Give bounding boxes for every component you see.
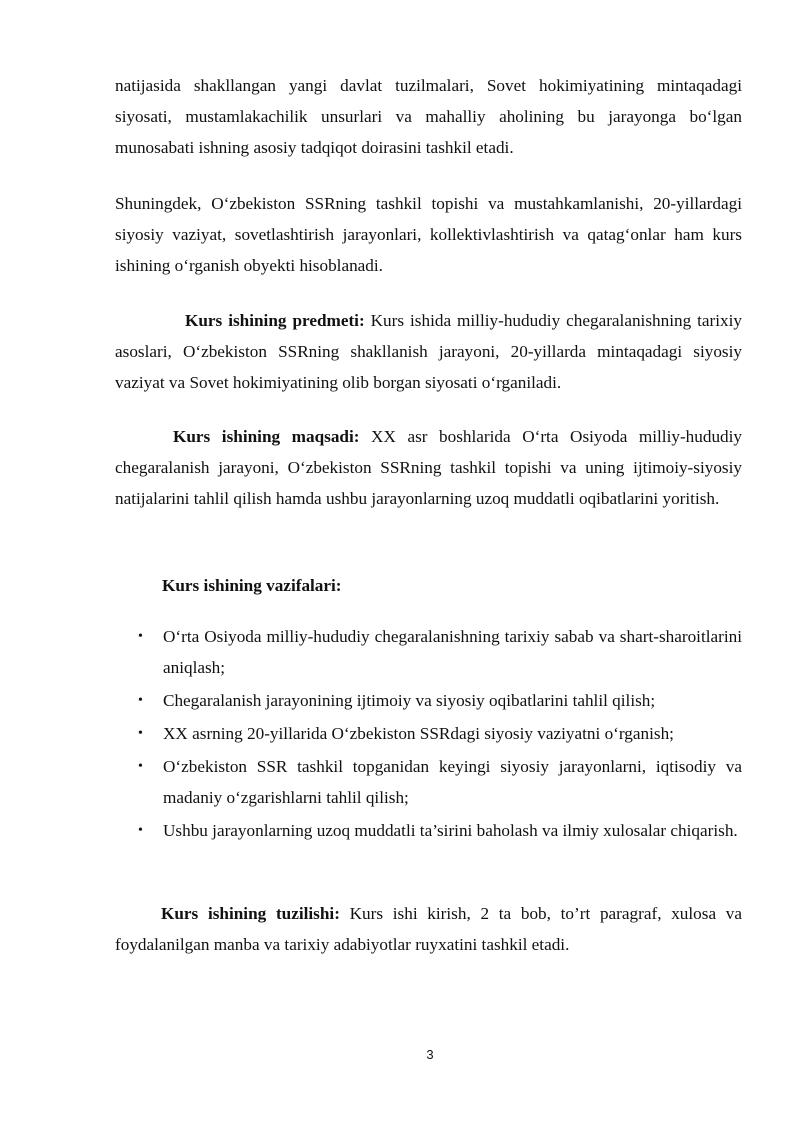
subject-label: Kurs ishining predmeti: bbox=[185, 311, 365, 330]
task-text: Oʻzbekiston SSR tashkil topganidan keyingi siyosiy jarayonlarni, iqtisodiy va madaniy oʻzgarishlarni tahlil qilish; bbox=[163, 757, 742, 807]
bullet-icon: • bbox=[138, 726, 143, 741]
structure-label: Kurs ishining tuzilishi: bbox=[161, 904, 340, 923]
structure-paragraph bbox=[115, 898, 742, 960]
subject-text: Kurs ishida milliy-hududiy chegaralanishning tarixiy asoslari, Oʻzbekiston SSRning shakllanish jarayoni, 20-yillarda mintaqadagi siyosiy vaziyat va Sovet hokimiyatining olib borgan siyosati oʻrganiladi. bbox=[115, 311, 742, 392]
subject-paragraph bbox=[115, 305, 742, 398]
list-item bbox=[115, 815, 742, 846]
list-item bbox=[115, 718, 742, 749]
list-item bbox=[115, 685, 742, 716]
task-text: Oʻrta Osiyoda milliy-hududiy chegaralanishning tarixiy sabab va shart-sharoitlarini aniqlash; bbox=[163, 627, 742, 677]
task-text: Ushbu jarayonlarning uzoq muddatli ta’sirini baholash va ilmiy xulosalar chiqarish. bbox=[163, 821, 738, 840]
intro-paragraph: natijasida shakllangan yangi davlat tuzilmalari, Sovet hokimiyatining mintaqadagi siyosati, mustamlakachilik unsurlari va mahalliy aholining bu jarayonga boʻlgan munosabati ishning asosiy tadqiqot doirasini tashkil etadi. bbox=[115, 76, 742, 157]
task-text: XX asrning 20-yillarida Oʻzbekiston SSRdagi siyosiy vaziyatni oʻrganish; bbox=[163, 724, 674, 743]
goal-paragraph bbox=[115, 421, 742, 514]
task-text: Chegaralanish jarayonining ijtimoiy va siyosiy oqibatlarini tahlil qilish; bbox=[163, 691, 656, 710]
bullet-icon: • bbox=[138, 693, 143, 708]
tasks-heading: Kurs ishining vazifalari: bbox=[162, 576, 342, 595]
bullet-icon: • bbox=[138, 629, 143, 644]
goal-text: XX asr boshlarida Oʻrta Osiyoda milliy-hududiy chegaralanish jarayoni, Oʻzbekiston SSRning tashkil topishi va uning ijtimoiy-siyosiy natijalarini tahlil qilish hamda ushbu jarayonlarning uzoq muddatli oqibatlarini yoritish. bbox=[115, 427, 743, 508]
tasks-list bbox=[115, 621, 742, 848]
bullet-icon: • bbox=[138, 759, 143, 774]
list-item bbox=[115, 751, 742, 813]
bullet-icon: • bbox=[138, 823, 143, 838]
list-item bbox=[115, 621, 742, 683]
goal-label: Kurs ishining maqsadi: bbox=[173, 427, 360, 446]
structure-text: Kurs ishi kirish, 2 ta bob, to’rt paragraf, xulosa va foydalanilgan manba va tarixiy adabiyotlar ruyxatini tashkil etadi. bbox=[115, 904, 742, 954]
object-paragraph: Shuningdek, Oʻzbekiston SSRning tashkil topishi va mustahkamlanishi, 20-yillardagi siyosiy vaziyat, sovetlashtirish jarayonlari, kollektivlashtirish va qatagʻonlar ham kurs ishining oʻrganish obyekti hisoblanadi. bbox=[115, 194, 742, 275]
page-number: 3 bbox=[426, 1047, 434, 1062]
